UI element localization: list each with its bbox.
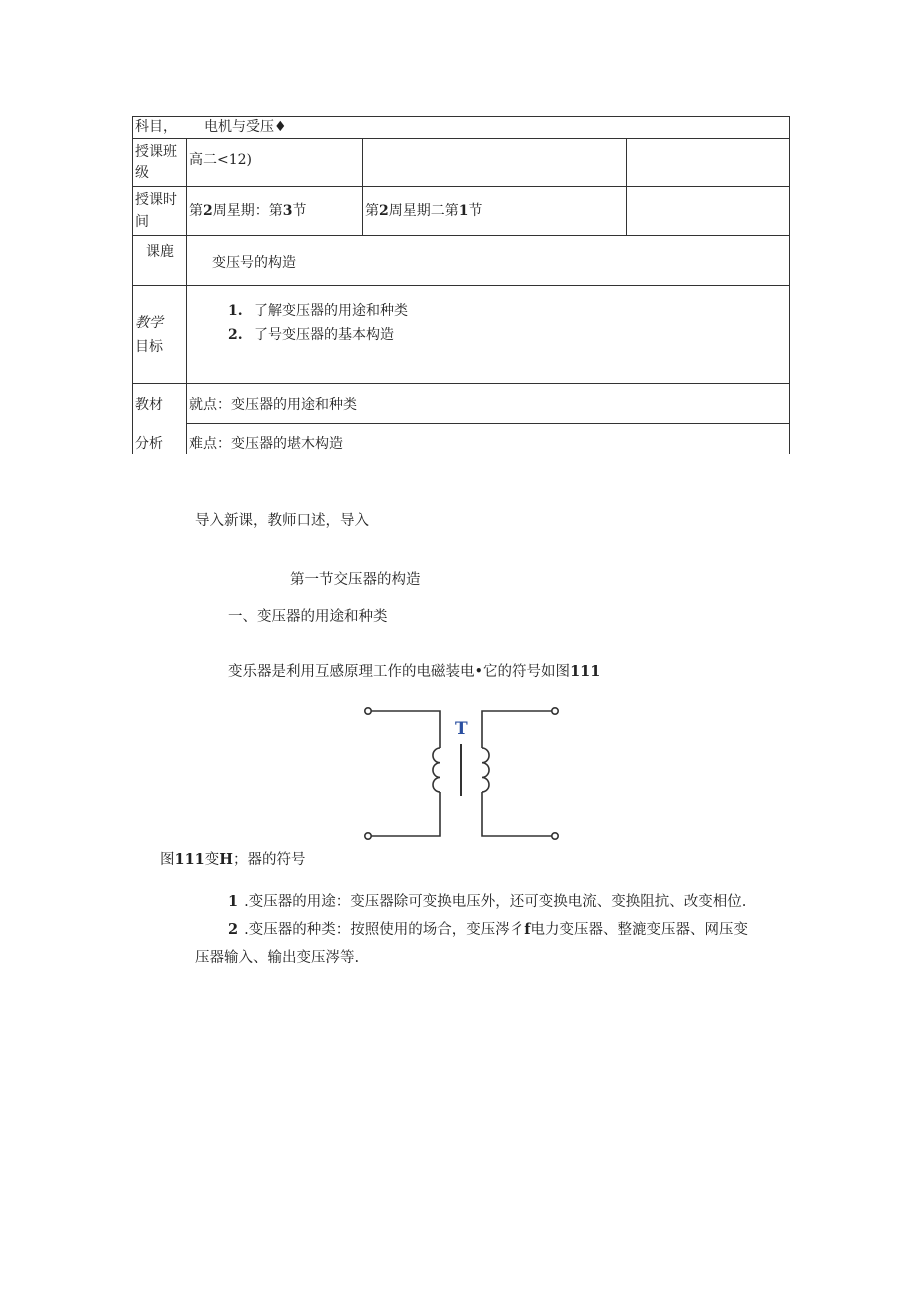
time-value-2: 第2周星期二第1节 bbox=[365, 203, 483, 219]
list-item: 1 .变压器的用途：变压器除可变换电压外，还可变换电流、变换阻抗、改变相位. bbox=[228, 893, 747, 910]
goal-label-line2: 目标 bbox=[135, 339, 163, 355]
goal-item: 2. 了号变压器的基本构造 bbox=[228, 327, 394, 343]
symbol-label: T bbox=[455, 719, 468, 739]
figure-caption: 图111变H；器的符号 bbox=[160, 851, 306, 868]
table-border-right bbox=[789, 116, 790, 454]
subsection-title: 一、变压器的用途和种类 bbox=[228, 609, 388, 625]
table-row-divider bbox=[132, 138, 790, 139]
goal-label-line1: 教学 bbox=[135, 315, 163, 331]
table-col-divider bbox=[362, 138, 363, 235]
time-label-line2: 间 bbox=[135, 214, 149, 230]
class-label-line1: 授课班 bbox=[135, 144, 177, 160]
terminal-icon bbox=[365, 708, 371, 714]
analysis-label-line2: 分析 bbox=[135, 436, 163, 452]
topic-value: 变压号的构造 bbox=[212, 255, 296, 271]
list-item-continuation: 压器输入、输出变压涔等. bbox=[195, 950, 360, 966]
table-row-divider bbox=[132, 186, 790, 187]
key-point: 就点：变压器的用途和种类 bbox=[189, 397, 357, 413]
table-row-divider bbox=[132, 285, 790, 286]
terminal-icon bbox=[552, 833, 558, 839]
table-border-left bbox=[132, 116, 133, 454]
terminal-icon bbox=[365, 833, 371, 839]
definition-paragraph: 变乐器是利用互感原理工作的电磁装电•它的符号如图111 bbox=[228, 663, 601, 680]
goal-item: 1. 了解变压器的用途和种类 bbox=[228, 303, 408, 319]
list-item: 2 .变压器的种类：按照使用的场合，变压涔彳f电力变压器、整漉变压器、网压变 bbox=[228, 921, 748, 938]
intro-text: 导入新课，教师口述，导入 bbox=[195, 513, 369, 529]
topic-label: 课鹿 bbox=[146, 244, 174, 260]
time-value-1: 第2周星期：第3节 bbox=[189, 203, 307, 219]
subject-label: 科目， bbox=[135, 119, 177, 135]
table-row-divider bbox=[132, 235, 790, 236]
table-col-divider bbox=[626, 138, 627, 235]
analysis-label-line1: 教材 bbox=[135, 397, 163, 413]
time-label-line1: 授课时 bbox=[135, 192, 177, 208]
table-col-divider bbox=[186, 138, 187, 454]
subject-value: 电机与受压♦ bbox=[204, 119, 287, 135]
section-title: 第一节交压器的构造 bbox=[290, 572, 421, 588]
table-row-divider bbox=[186, 423, 790, 424]
class-label-line2: 级 bbox=[135, 165, 149, 181]
terminal-icon bbox=[552, 708, 558, 714]
table-row-divider bbox=[132, 383, 790, 384]
class-value: 高二<12) bbox=[189, 152, 253, 168]
difficult-point: 难点：变压器的堪木构造 bbox=[189, 436, 343, 452]
